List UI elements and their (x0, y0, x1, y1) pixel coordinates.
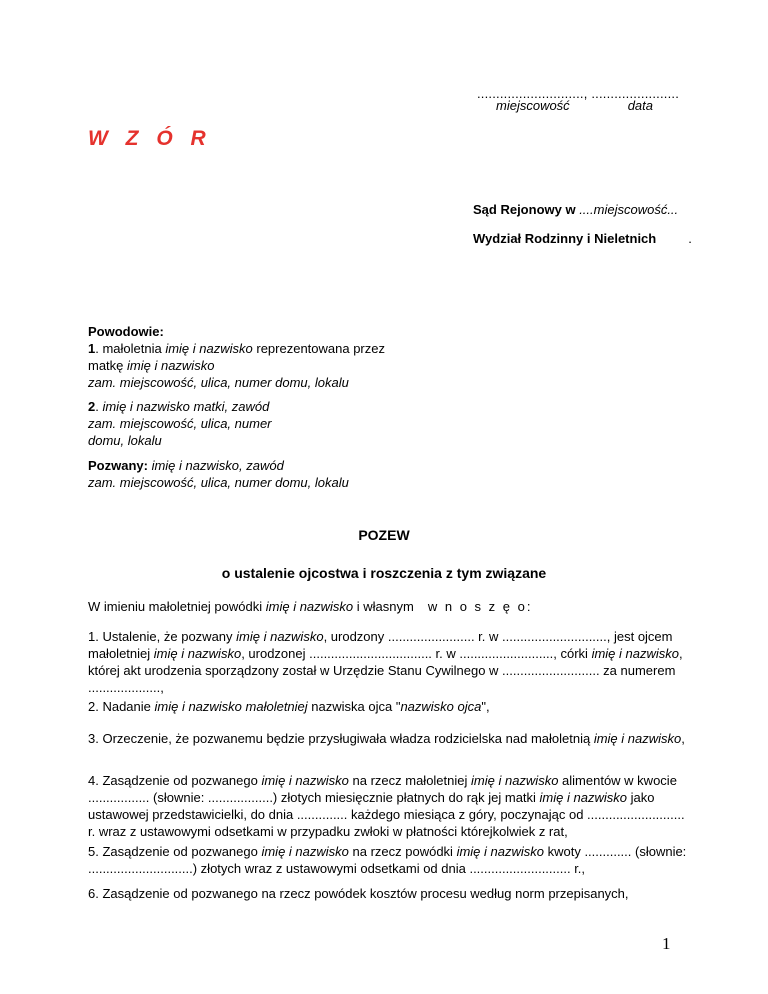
place-date-labels (496, 98, 653, 113)
plaintiff-1-address: zam. miejscowość, ulica, numer domu, lokalu (88, 375, 349, 390)
plaintiff-1-mother: imię i nazwisko (127, 358, 215, 373)
court-division-dot: . (688, 231, 692, 246)
court-division-label: Wydział Rodzinny i Nieletnich (473, 231, 657, 246)
plaintiff-2-number: 2 (88, 399, 96, 414)
point-2-text: 2. Nadanie (88, 699, 155, 714)
point-4-name: imię i nazwisko (261, 773, 349, 788)
court-name (473, 202, 678, 217)
court-name-label: Sąd Rejonowy w (473, 202, 580, 217)
point-5-name-2: imię i nazwisko (456, 844, 544, 859)
intro-name: imię i nazwisko (265, 599, 354, 614)
plaintiff-2-name: imię i nazwisko matki, zawód (102, 399, 270, 414)
point-2-text-2: nazwiska ojca " (307, 699, 401, 714)
point-4-name-3: imię i nazwisko (539, 790, 627, 805)
plaintiffs-heading: Powodowie: (88, 324, 164, 339)
point-5-text-3: kwoty ............. (słownie: .............................) złotych wraz z ustawowymi odsetkami od dnia ............................ r., (88, 844, 687, 876)
point-1-name-2: imię i nazwisko (153, 646, 242, 661)
intro-request: w n o s z ę o: (427, 599, 533, 614)
point-2-father-name: nazwisko ojca (400, 699, 482, 714)
point-6: 6. Zasądzenie od pozwanego na rzecz powódek kosztów procesu według norm przepisanych, (88, 886, 629, 901)
template-heading: W Z Ó R (88, 127, 212, 150)
point-5-text: 5. Zasądzenie od pozwanego (88, 844, 262, 859)
document-title: POZEW (358, 527, 410, 543)
point-1-text-2: , urodzony ........................ r. w ............................., jest ojcem małoletniej (88, 629, 673, 661)
date-label: data (627, 98, 653, 113)
point-2 (88, 698, 688, 715)
point-4-text-3: alimentów w kwocie ................. (słownie: ..................) złotych miesięcznie płatnych do rąk jej matki (88, 773, 677, 805)
point-1-name: imię i nazwisko (236, 629, 324, 644)
point-2-text-3: ", (481, 699, 490, 714)
point-1 (88, 628, 688, 696)
point-4-name-2: imię i nazwisko (471, 773, 559, 788)
point-4-text: 4. Zasądzenie od pozwanego (88, 773, 262, 788)
point-5-name: imię i nazwisko (261, 844, 349, 859)
point-4-text-2: na rzecz małoletniej (348, 773, 472, 788)
defendant-address: zam. miejscowość, ulica, numer domu, lokalu (88, 475, 349, 490)
plaintiff-2-text: . (95, 399, 103, 414)
point-3-text: 3. Orzeczenie, że pozwanemu będzie przysługiwała władza rodzicielska nad małoletnią (88, 731, 594, 746)
plaintiff-2 (88, 398, 293, 415)
document-subtitle: o ustalenie ojcostwa i roszczenia z tym związane (221, 565, 547, 581)
point-5-text-2: na rzecz powódki (348, 844, 457, 859)
intro-paragraph (88, 598, 688, 615)
page-number: 1 (662, 934, 671, 953)
point-1-text-3: , urodzonej .................................. r. w .........................., córki (241, 646, 592, 661)
plaintiff-1-number: 1 (88, 341, 96, 356)
plaintiff-1 (88, 340, 388, 374)
plaintiff-2-block (88, 398, 293, 449)
point-4 (88, 772, 688, 840)
plaintiff-1-text: . małoletnia (95, 341, 166, 356)
defendant-heading: Pozwany: (88, 458, 148, 473)
court-place: ....miejscowość... (579, 202, 679, 217)
plaintiff-2-address: zam. miejscowość, ulica, numer domu, lokalu (88, 416, 272, 448)
point-5 (88, 843, 688, 877)
court-division (473, 231, 692, 246)
intro-text-2: i własnym (353, 599, 414, 614)
plaintiff-1-name: imię i nazwisko (165, 341, 253, 356)
point-3 (88, 730, 688, 747)
place-date-dots: ............................, ....................... (477, 86, 680, 101)
point-1-name-3: imię i nazwisko (591, 646, 679, 661)
plaintiff-1-text-2: reprezentowana przez matkę (88, 341, 385, 373)
intro-text: W imieniu małoletniej powódki (88, 599, 266, 614)
place-label: miejscowość (496, 98, 570, 113)
plaintiffs-block (88, 323, 388, 391)
point-1-text-4: , której akt urodzenia sporządzony został w Urzędzie Stanu Cywilnego w ........................... za numerem ...................., (88, 646, 683, 695)
defendant-name: imię i nazwisko, zawód (147, 458, 284, 473)
defendant-block (88, 457, 388, 491)
point-1-text: 1. Ustalenie, że pozwany (88, 629, 237, 644)
point-3-text-2: , (681, 731, 685, 746)
point-2-name: imię i nazwisko małoletniej (154, 699, 308, 714)
point-4-text-4: jako ustawowej przedstawicielki, do dnia .............. każdego miesiąca z góry, poczynając od ........................... r. wraz z ustawowymi odsetkami w przypadku zwłoki w płatności którejkolwiek z rat, (88, 790, 685, 839)
defendant-line (88, 457, 388, 474)
point-3-name: imię i nazwisko (593, 731, 682, 746)
